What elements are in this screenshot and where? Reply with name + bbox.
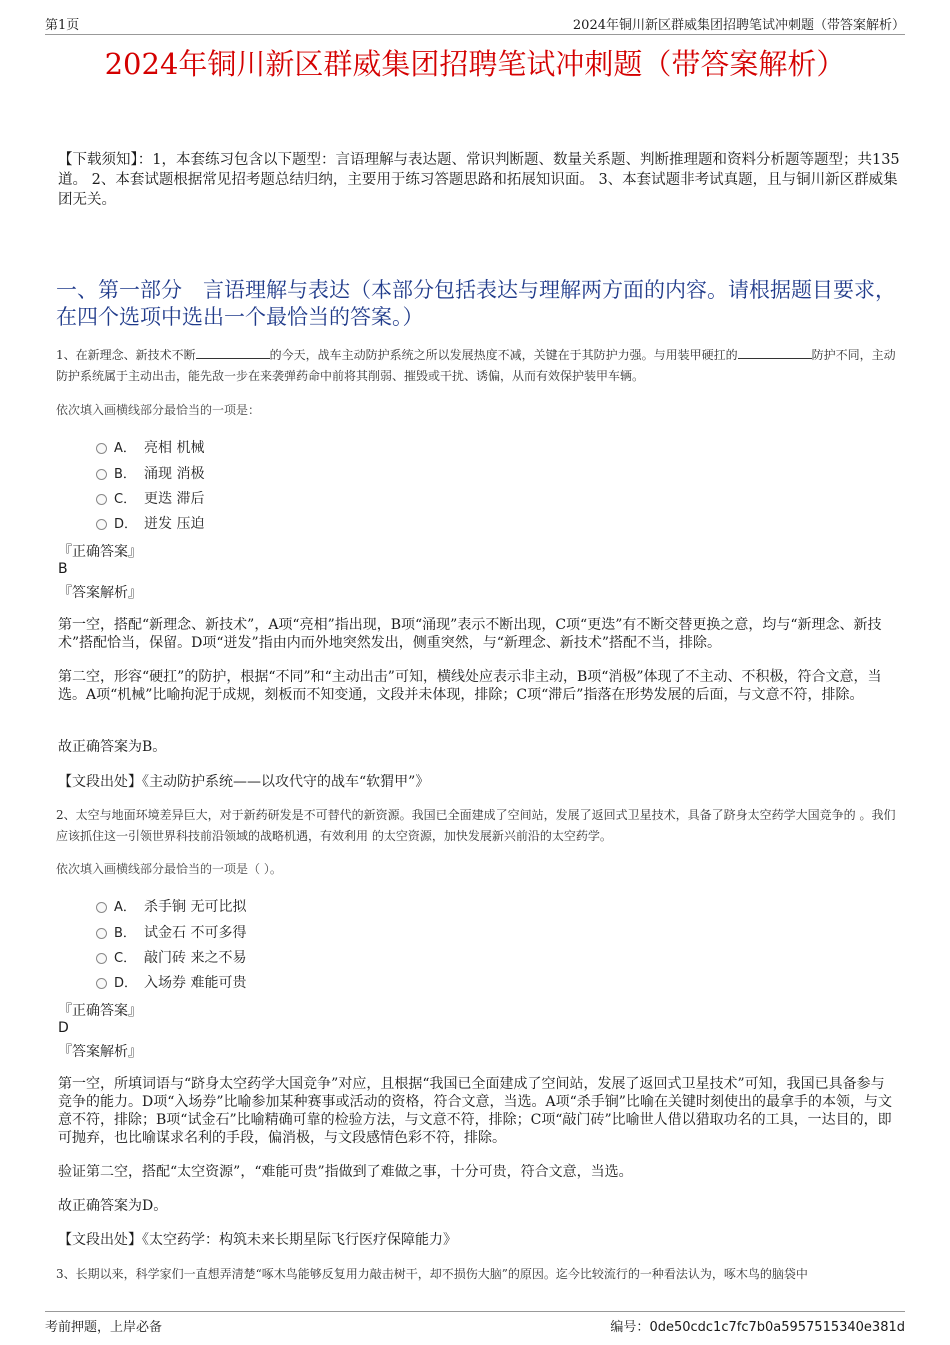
page-footer [45, 1311, 905, 1338]
q1-answer-label: 『正确答案』 [58, 544, 142, 560]
fill-blank [738, 348, 812, 359]
page-number: 第1页 [45, 18, 80, 33]
radio-icon[interactable] [96, 953, 107, 964]
footer-code: 编号：0de50cdc1c7fc7b0a5957515340e381d [610, 1320, 905, 1335]
q2-analysis-para-2: 验证第二空，搭配“太空资源”，“难能可贵”指做到了难做之事，十分可贵，符合文意，当选。 [58, 1164, 633, 1180]
q2-option-a[interactable]: A． 杀手锏 无可比拟 [96, 896, 246, 916]
q1-analysis-para-2: 第二空，形容“硬扛”的防护，根据“不同”和“主动出击”可知，横线处应表示非主动，B项“消极”体现了不主动、不积极，符合文意，当选。A项“机械”比喻拘泥于成规，刻板而不知变通，文段并未体现，排除；C项“滞后”指落在形势发展的后面，与文意不符，排除。 [58, 669, 882, 703]
q1-analysis-label: 『答案解析』 [58, 585, 142, 601]
q2-analysis-para-3: 故正确答案为D。 [58, 1198, 168, 1214]
question-1-instruction: 依次填入画横线部分最恰当的一项是： [56, 403, 261, 417]
q2-answer-label: 『正确答案』 [58, 1003, 142, 1019]
radio-icon[interactable] [96, 469, 107, 480]
q2-answer: D [58, 1020, 69, 1036]
q1-option-b[interactable]: B． 涌现 消极 [96, 463, 204, 483]
q1-analysis-para-3: 故正确答案为B。 [58, 739, 167, 755]
page-header [45, 14, 905, 35]
header-doc-title: 2024年铜川新区群威集团招聘笔试冲刺题（带答案解析） [572, 18, 905, 33]
document-title: 2024年铜川新区群威集团招聘笔试冲刺题（带答案解析） [104, 47, 846, 81]
radio-icon[interactable] [96, 494, 107, 505]
q1-option-c[interactable]: C． 更迭 滞后 [96, 488, 204, 508]
radio-icon[interactable] [96, 443, 107, 454]
q2-analysis-label: 『答案解析』 [58, 1044, 142, 1060]
footer-slogan: 考前押题，上岸必备 [45, 1320, 163, 1335]
q2-analysis-para-1: 第一空，所填词语与“跻身太空药学大国竞争”对应，且根据“我国已全面建成了空间站，发展了返回式卫星技术”可知，我国已具备参与竞争的能力。D项“入场券”比喻参加某种赛事或活动的资格，符合文意，当选。A项“杀手锏”比喻在关键时刻使出的最拿手的本领，与文意不符，排除；B项“试金石”比喻精确可靠的检验方法，与文意不符，排除；C项“敲门砖”比喻世人借以猎取功名的工具，一达目的，即可抛弃，也比喻谋求名利的手段，偏消极，与文段感情色彩不符，排除。 [58, 1076, 892, 1146]
q1-answer: B [58, 561, 68, 577]
radio-icon[interactable] [96, 978, 107, 989]
radio-icon[interactable] [96, 902, 107, 913]
q1-analysis-para-1: 第一空，搭配“新理念、新技术”，A项“亮相”指出现，B项“涌现”表示不断出现，C项“更迭”有不断交替更换之意，均与“新理念、新技术”搭配恰当，保留。D项“迸发”指由内而外地突然发出，侧重突然，与“新理念、新技术”搭配不当，排除。 [58, 617, 882, 651]
q1-option-a[interactable]: A． 亮相 机械 [96, 437, 204, 457]
q1-source: 【文段出处】《主动防护系统——以攻代守的战车“软猬甲”》 [58, 774, 430, 790]
question-2-instruction: 依次填入画横线部分最恰当的一项是（ ）。 [56, 862, 282, 876]
fill-blank [196, 348, 270, 359]
q1-option-d[interactable]: D． 迸发 压迫 [96, 513, 204, 533]
radio-icon[interactable] [96, 519, 107, 530]
section-heading: 一、第一部分 言语理解与表达（本部分包括表达与理解两方面的内容。请根据题目要求，在四个选项中选出一个最恰当的答案。） [56, 278, 896, 329]
question-3-stem: 3、长期以来，科学家们一直想弄清楚“啄木鸟能够反复用力敲击树干，却不损伤大脑”的原因。迄今比较流行的一种看法认为，啄木鸟的脑袋中 [56, 1267, 808, 1281]
radio-icon[interactable] [96, 928, 107, 939]
question-2-stem: 2、太空与地面环境差异巨大，对于新药研发是不可替代的新资源。我国已全面建成了空间站，发展了返回式卫星技术，具备了跻身太空药学大国竞争的 。我们应该抓住这一引领世界科技前沿领域的战略机遇，有效利用 的太空资源，加快发展新兴前沿的太空药学。 [56, 808, 896, 843]
q2-option-c[interactable]: C． 敲门砖 来之不易 [96, 947, 246, 967]
question-1-stem: 1、在新理念、新技术不断 的今天，战车主动防护系统之所以发展热度不减，关键在于其防护力强。与用装甲硬扛的 防护不同，主动防护系统属于主动出击，能先敌一步在来袭弹药命中前将其削弱、摧毁或干扰、诱偏，从而有效保护装甲车辆。 [56, 348, 896, 383]
q2-option-b[interactable]: B． 试金石 不可多得 [96, 922, 246, 942]
download-notice: 【下载须知】：1，本套练习包含以下题型：言语理解与表达题、常识判断题、数量关系题、判断推理题和资料分析题等题型；共135道。 2、本套试题根据常见招考题总结归纳，主要用于练习答题思路和拓展知识面。 3、本套试题非考试真题，且与铜川新区群威集团无关。 [58, 152, 900, 208]
q2-source: 【文段出处】《太空药学：构筑未来长期星际飞行医疗保障能力》 [58, 1232, 457, 1248]
q2-option-d[interactable]: D． 入场券 难能可贵 [96, 972, 246, 992]
